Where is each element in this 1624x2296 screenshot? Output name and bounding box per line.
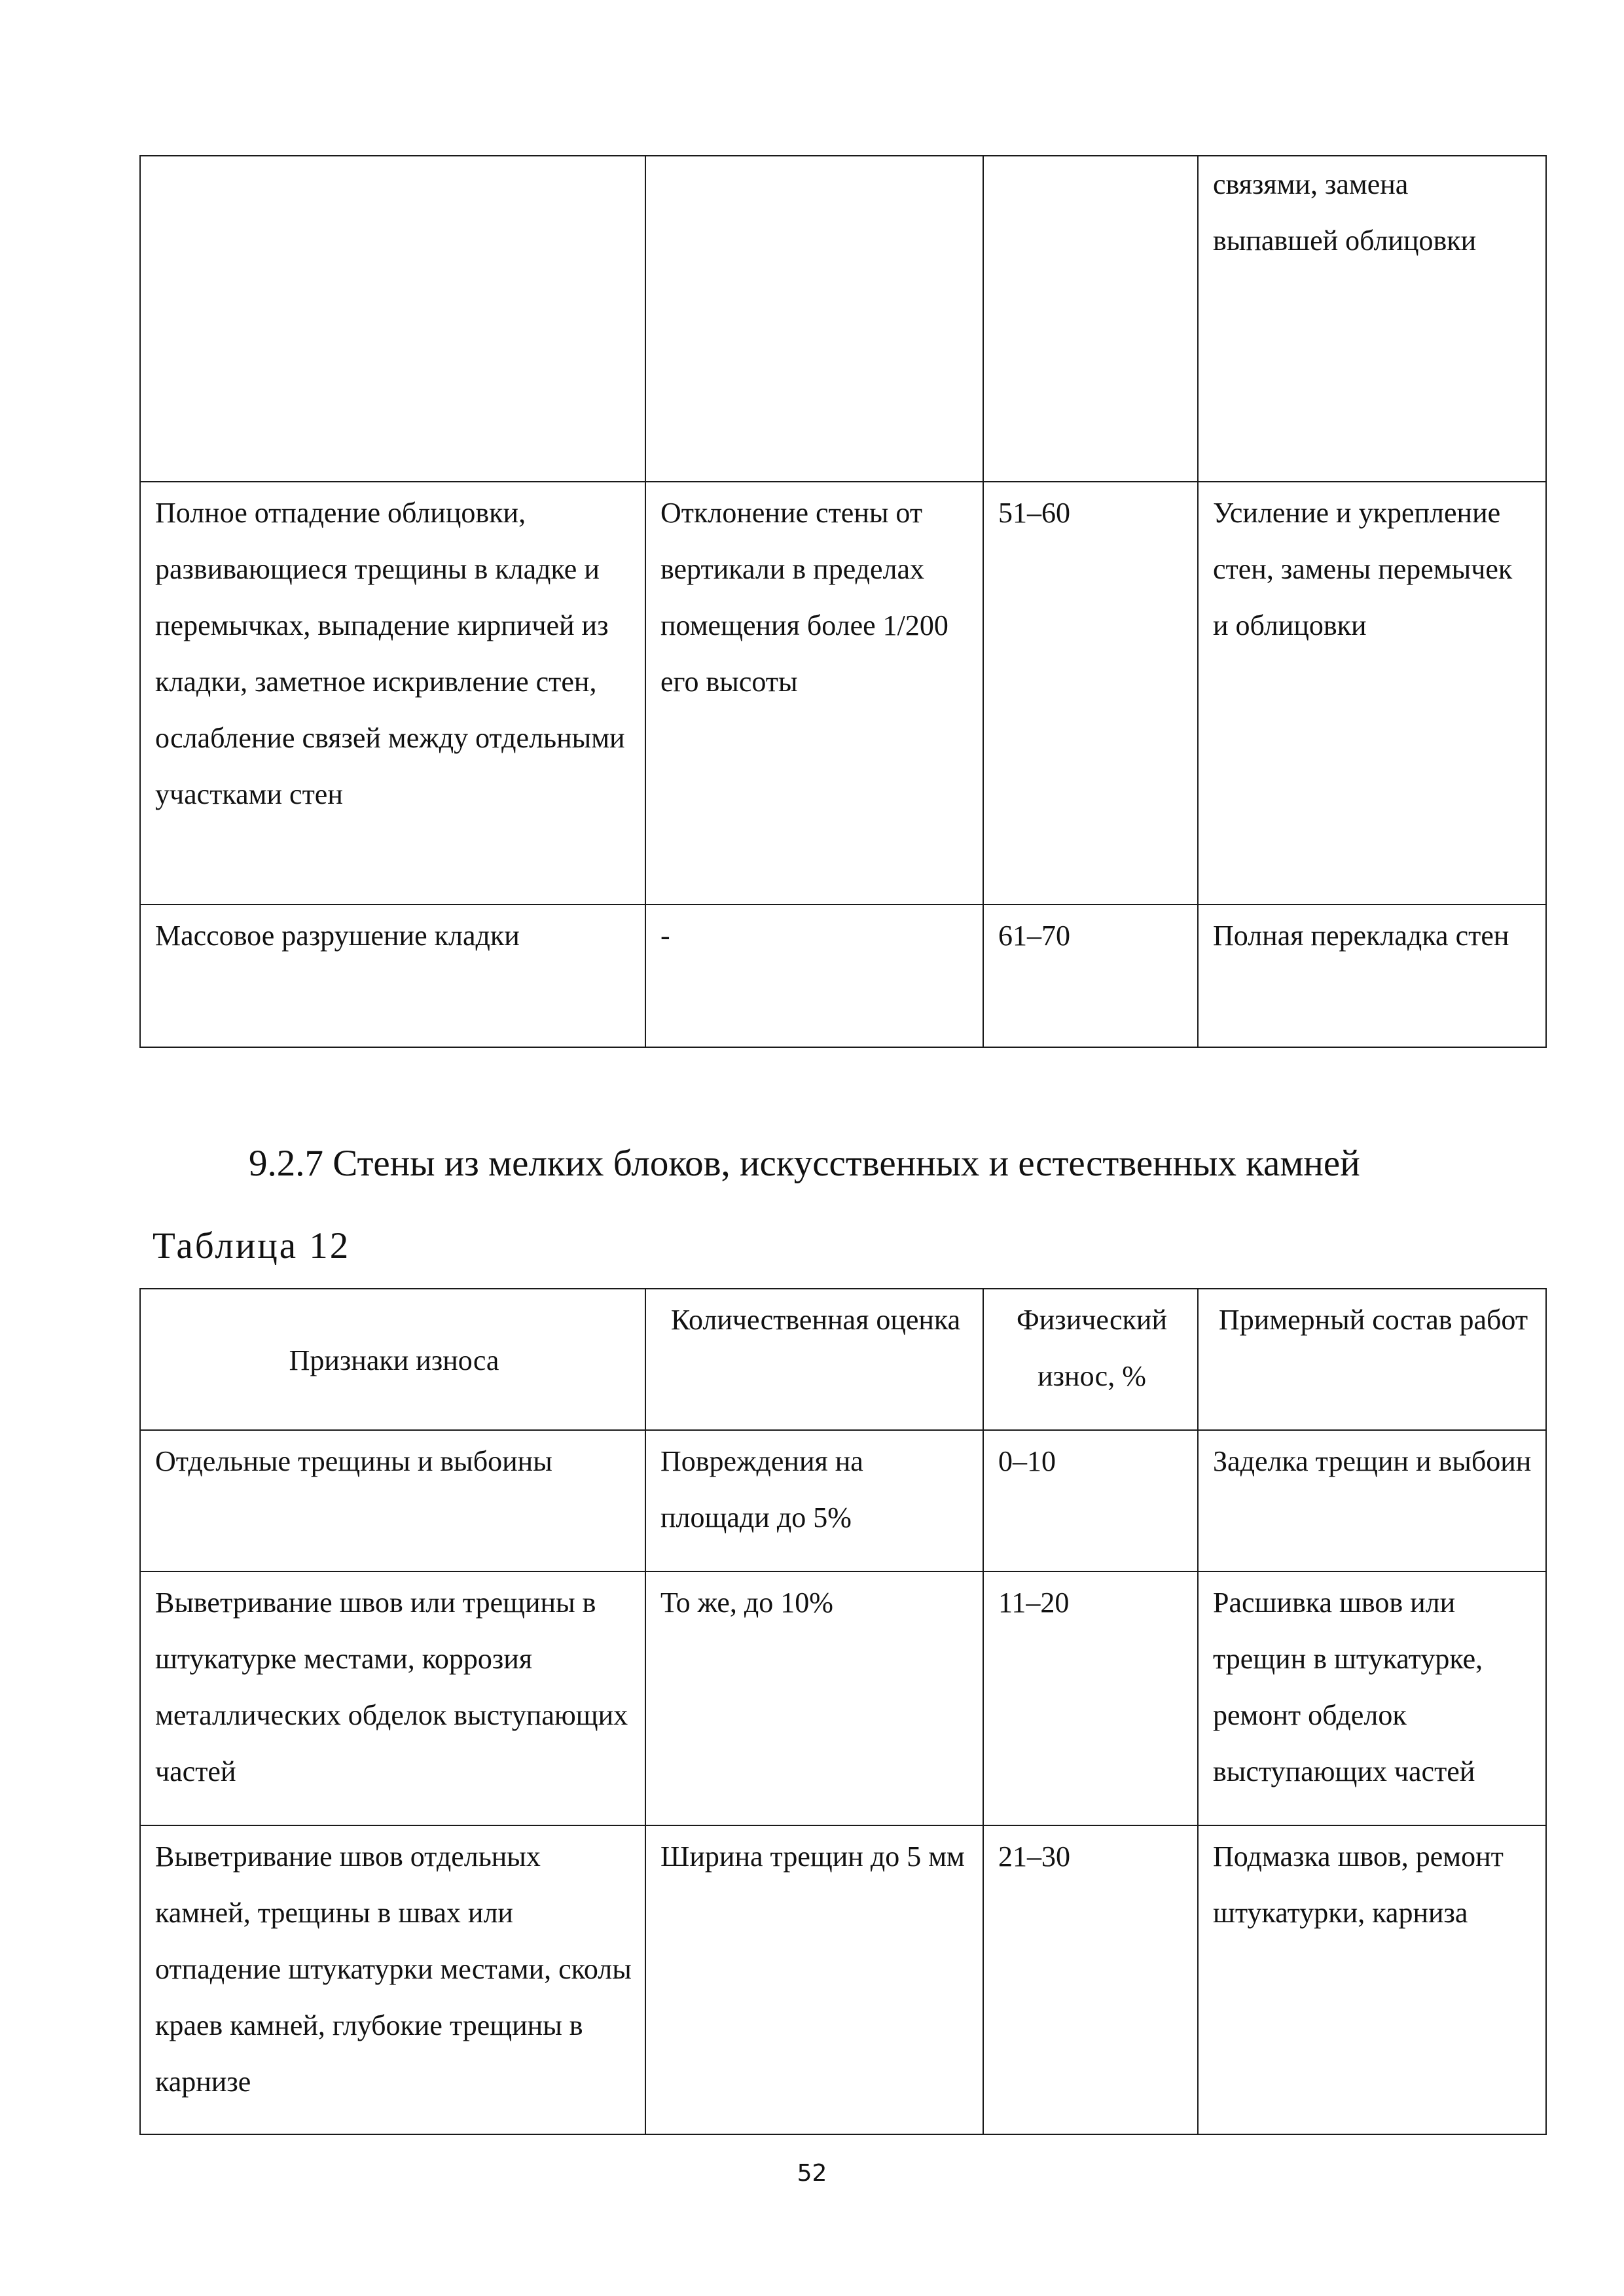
cell-signs: Выветривание швов или трещины в штукатурке местами, коррозия металлических обделок выступающих частей (140, 1571, 645, 1825)
cell-wear: 21–30 (983, 1825, 1198, 2134)
cell-estimate: Отклонение стены от вертикали в пределах помещения более 1/200 его высоты (645, 482, 983, 905)
wear-table-continued (139, 155, 1547, 1048)
wear-table-12 (139, 1288, 1547, 2135)
header-wear: Физический износ, % (983, 1289, 1198, 1430)
table-header-row (140, 1289, 1546, 1430)
cell-signs: Полное отпадение облицовки, развивающиеся трещины в кладке и перемычках, выпадение кирпичей из кладки, заметное искривление стен, ослабление связей между отдельными участками стен (140, 482, 645, 905)
header-signs: Признаки износа (140, 1289, 645, 1430)
cell-works: Усиление и укрепление стен, замены перемычек и облицовки (1198, 482, 1546, 905)
cell-works: Подмазка швов, ремонт штукатурки, карниза (1198, 1825, 1546, 2134)
cell-estimate: Ширина трещин до 5 мм (645, 1825, 983, 2134)
cell-estimate: - (645, 905, 983, 1047)
cell-wear: 0–10 (983, 1430, 1198, 1571)
table-row (140, 1571, 1546, 1825)
table-row (140, 482, 1546, 905)
cell-signs: Выветривание швов отдельных камней, трещины в швах или отпадение штукатурки местами, сколы краев камней, глубокие трещины в карнизе (140, 1825, 645, 2134)
table-caption: Таблица 12 (153, 1225, 351, 1266)
cell-wear: 11–20 (983, 1571, 1198, 1825)
cell-works: Заделка трещин и выбоин (1198, 1430, 1546, 1571)
cell-estimate (645, 156, 983, 482)
page-number: 52 (797, 2160, 827, 2187)
cell-signs: Отдельные трещины и выбоины (140, 1430, 645, 1571)
cell-wear: 61–70 (983, 905, 1198, 1047)
cell-estimate: Повреждения на площади до 5% (645, 1430, 983, 1571)
table-row (140, 156, 1546, 482)
cell-works: Расшивка швов или трещин в штукатурке, ремонт обделок выступающих частей (1198, 1571, 1546, 1825)
cell-signs: Массовое разрушение кладки (140, 905, 645, 1047)
cell-works: Полная перекладка стен (1198, 905, 1546, 1047)
cell-works: связями, замена выпавшей облицовки (1198, 156, 1546, 482)
table-row (140, 1825, 1546, 2134)
table-row (140, 1430, 1546, 1571)
cell-signs (140, 156, 645, 482)
cell-estimate: То же, до 10% (645, 1571, 983, 1825)
table-row (140, 905, 1546, 1047)
header-estimate: Количественная оценка (645, 1289, 983, 1430)
cell-wear (983, 156, 1198, 482)
section-heading: 9.2.7 Стены из мелких блоков, искусственных и естественных камней (249, 1143, 1360, 1184)
header-works: Примерный состав работ (1198, 1289, 1546, 1430)
cell-wear: 51–60 (983, 482, 1198, 905)
